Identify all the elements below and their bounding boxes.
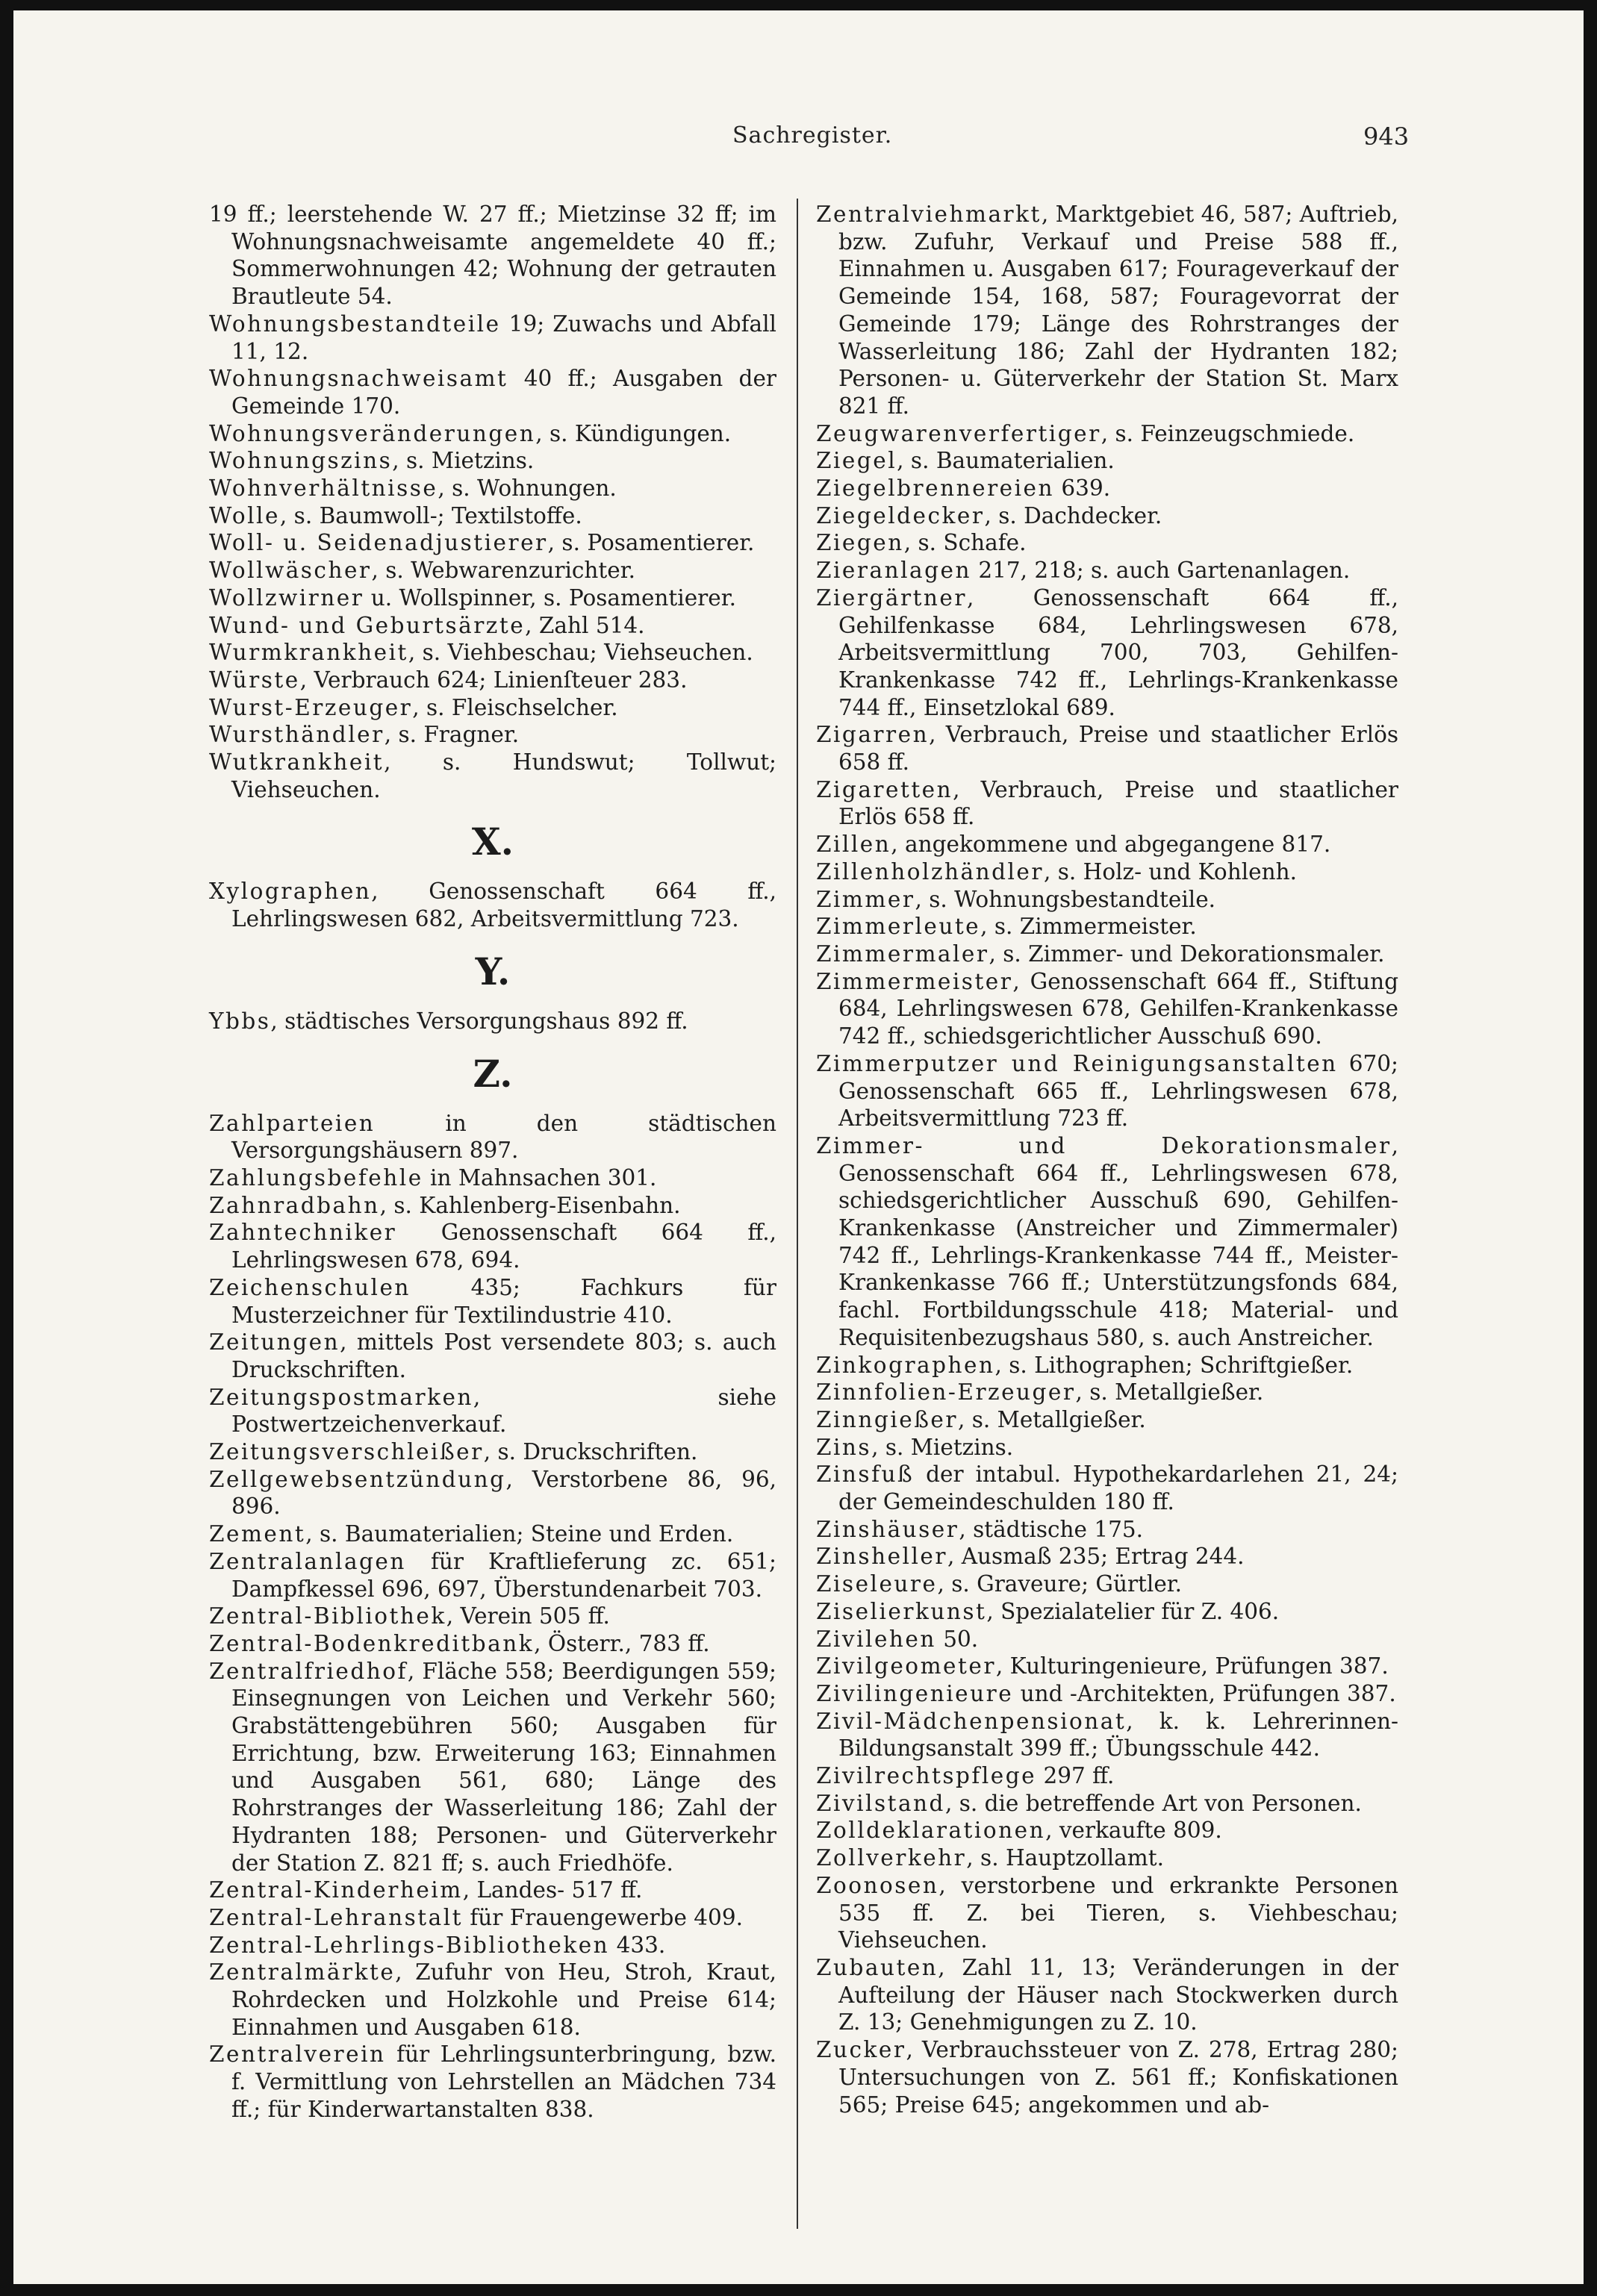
index-entry	[816, 1570, 1398, 1598]
index-references: , s. Metallgießer.	[957, 1406, 1146, 1432]
index-entry	[816, 1434, 1398, 1461]
index-entry	[209, 529, 776, 557]
index-term: Würste	[209, 667, 300, 693]
index-entry	[209, 1466, 776, 1520]
index-term: Wohnungsveränderungen	[209, 420, 536, 446]
index-term: Zeitungspostmarken	[209, 1384, 473, 1410]
index-entry	[209, 2041, 776, 2123]
index-term: Zimmer	[816, 886, 915, 912]
index-term: Zinngießer	[816, 1406, 958, 1432]
index-references: 19; Zuwachs und Abfall 11, 12.	[231, 311, 776, 364]
index-entry	[816, 1050, 1398, 1132]
index-references: , städtische 175.	[959, 1516, 1144, 1542]
index-term: Zimmermeister	[816, 968, 1013, 994]
index-term: Zillenholzhändler	[816, 858, 1044, 885]
index-term: Zentral-Lehrlings-Bibliotheken	[209, 1932, 610, 1958]
index-references: , Genossenschaft 664 ff., Gehilfenkasse 684, Lehrlingswesen 678, Arbeitsvermittlung 700, 703, Gehilfen-Krankenkasse 742 ff., Lehrlings-Krankenkasse 744 ff., Einsetzlokal 689.	[838, 584, 1398, 720]
index-term: Zivilrechtspflege	[816, 1763, 1037, 1789]
index-references: , städtisches Versorgungshaus 892 ff.	[270, 1008, 688, 1034]
index-entry	[816, 1844, 1398, 1872]
index-term: Zolldeklarationen	[816, 1818, 1046, 1844]
section-letter-z: Z.	[473, 1051, 513, 1096]
entries-x	[209, 878, 776, 932]
index-term: Zeugwarenverfertiger	[816, 420, 1101, 446]
index-term: Zeitungsverschleißer	[209, 1439, 484, 1465]
index-references: 40 ff.; Ausgaben der Gemeinde 170.	[231, 366, 776, 419]
index-entry	[816, 1653, 1398, 1680]
index-entry	[816, 502, 1398, 530]
index-references: , Verbrauch, Preise und staatlicher Erlös 658 ff.	[838, 722, 1398, 776]
index-entry	[209, 1603, 776, 1630]
index-term: Zahntechniker	[209, 1220, 397, 1246]
index-entry	[209, 612, 776, 640]
right-column	[816, 201, 1398, 2118]
index-references: , s. Graveure; Gürtler.	[937, 1571, 1183, 1597]
index-references: , Genossenschaft 664 ff., Lehrlingswesen 678, schiedsgerichtlicher Ausschuß 690, Gehilfen-Krankenkasse (Anstreicher und Zimmermaler) 742 ff., Lehrlings-Krankenkasse 744 ff., Meister-Krankenkasse 766 ff.; Unterstützungsfonds 684, fachl. Fortbildungsschule 418; Material- und Requisitenbezugshaus 580, s. auch Anstreicher.	[838, 1132, 1398, 1350]
index-entry	[816, 1352, 1398, 1379]
index-references: 670; Genossenschaft 665 ff., Lehrlingswesen 678, Arbeitsvermittlung 723 ff.	[838, 1050, 1398, 1132]
index-term: Zoonosen	[816, 1872, 939, 1898]
index-references: , Verbrauch, Preise und staatlicher Erlös 658 ff.	[838, 776, 1398, 830]
index-references: , Ausmaß 235; Ertrag 244.	[947, 1544, 1245, 1570]
index-term: Zeitungen	[209, 1329, 340, 1356]
index-references: , s. Mietzins.	[871, 1434, 1014, 1460]
index-term: Zinnfolien-Erzeuger	[816, 1379, 1076, 1406]
index-references: , Genossenschaft 664 ff., Stiftung 684, Lehrlingswesen 678, Gehilfen-Krankenkasse 742 ff., schiedsgerichtlicher Ausschuß 690.	[838, 968, 1398, 1049]
index-entry	[209, 1877, 776, 1904]
index-entry	[209, 475, 776, 502]
entries-z-continued	[816, 201, 1398, 2118]
index-term: Zivilehen	[816, 1626, 936, 1652]
index-entry	[209, 447, 776, 475]
index-term: Wollzwirner	[209, 584, 364, 611]
index-term: Zeichenschulen	[209, 1274, 411, 1300]
index-references: , Verbrauchssteuer von Z. 278, Ertrag 280; Untersuchungen von Z. 561 ff.; Konfiskationen 565; Preise 645; angekommen und ab-	[838, 2037, 1398, 2118]
index-term: Zivilingenieure	[816, 1680, 1014, 1706]
index-term: Zieranlagen	[816, 558, 971, 584]
index-entry	[816, 1790, 1398, 1818]
index-term: Ziseleure	[816, 1571, 938, 1597]
index-entry	[816, 776, 1398, 831]
index-references: , verstorbene und erkrankte Personen 535 ff. Z. bei Tieren, s. Viehbeschau; Viehseuchen.	[838, 1872, 1398, 1953]
index-term: Zentralverein	[209, 2041, 386, 2068]
index-entry	[209, 639, 776, 667]
index-term: Zentralviehmarkt	[816, 202, 1042, 227]
index-term: Zinkographen	[816, 1352, 995, 1378]
index-entry	[209, 1192, 776, 1220]
index-term: Zahlungsbefehle	[209, 1164, 423, 1191]
index-references: , s. Lithographen; Schriftgießer.	[994, 1352, 1354, 1378]
index-references: , s. Baumaterialien.	[897, 448, 1115, 474]
index-references: , s. Dachdecker.	[984, 502, 1162, 528]
index-entry	[209, 1520, 776, 1548]
index-entry	[816, 1762, 1398, 1790]
index-references: , s. Fragner.	[384, 722, 520, 748]
index-references: , Zahl 11, 13; Veränderungen in der Aufteilung der Häuser nach Stockwerken durch Z. 13; Genehmigungen zu Z. 10.	[838, 1955, 1398, 2035]
index-references: , k. k. Lehrerinnen-Bildungsanstalt 399 ff.; Übungsschule 442.	[838, 1708, 1398, 1762]
index-entry	[816, 529, 1398, 557]
index-entry	[816, 1516, 1398, 1544]
index-references: , Verein 505 ff.	[446, 1603, 610, 1629]
left-column	[209, 201, 776, 2124]
entries-z	[209, 1110, 776, 2124]
index-entry	[209, 721, 776, 749]
index-references: , s. Metallgießer.	[1075, 1379, 1264, 1406]
index-references: u. Wollspinner, s. Posamentierer.	[364, 584, 736, 611]
index-entry	[209, 1904, 776, 1932]
index-term: Wund- und Geburtsärzte	[209, 612, 526, 638]
index-term: Wohnungsnachweisamt	[209, 366, 508, 392]
index-references: in den städtischen Versorgungshäusern 897.	[231, 1110, 776, 1164]
index-entry	[209, 1110, 776, 1164]
entries-w	[209, 201, 776, 803]
index-entry	[816, 1543, 1398, 1570]
index-term: Zentralmärkte	[209, 1959, 396, 1985]
index-references: 217, 218; s. auch Gartenanlagen.	[971, 558, 1351, 584]
index-term: Zigaretten	[816, 776, 953, 802]
index-references: , Verbrauch 624; Linienſteuer 283.	[299, 667, 688, 693]
index-term: Ziegelbrennereien	[816, 475, 1055, 502]
index-references: , mittels Post versendete 803; s. auch Druckschriften.	[231, 1329, 776, 1382]
index-references: in Mahnsachen 301.	[423, 1164, 657, 1191]
index-term: Zivilgeometer	[816, 1653, 996, 1679]
index-references: , s. Holz- und Kohlenh.	[1043, 858, 1297, 885]
index-term: Zentral-Kinderheim	[209, 1877, 463, 1903]
index-references: , s. die betreffende Art von Personen.	[944, 1790, 1362, 1816]
index-entry	[209, 1274, 776, 1329]
index-term: Ziegen	[816, 530, 904, 556]
index-references: , Fläche 558; Beerdigungen 559; Einsegnungen von Leichen und Verkehr 560; Grabstättengebühren 560; Ausgaben für Errichtung, bzw. Erweiterung 163; Einnahmen und Ausgaben 561, 680; Länge des Rohrstranges der Wasserleitung 186; Zahl der Hydranten 188; Personen- und Güterverkehr der Station Z. 821 ff; s. auch Friedhöfe.	[231, 1658, 776, 1876]
index-references: , Genossenschaft 664 ff., Lehrlingswesen 682, Arbeitsvermittlung 723.	[231, 879, 776, 932]
index-term: Ziergärtner	[816, 584, 967, 611]
index-references: , siehe Postwertzeichenverkauf.	[231, 1384, 776, 1438]
index-term: Ybbs	[209, 1008, 271, 1034]
index-term: Woll- u. Seidenadjustierer	[209, 530, 548, 556]
running-title: Sachregister.	[732, 122, 893, 149]
index-term: Wurmkrankheit	[209, 640, 408, 666]
index-term: Wohnungsbestandteile	[209, 311, 501, 337]
index-references: , Zufuhr von Heu, Stroh, Kraut, Rohrdecken und Holzkohle und Preise 614; Einnahmen und Ausgaben 618.	[231, 1959, 776, 2040]
index-entry	[816, 1817, 1398, 1844]
index-term: Zentral-Bodenkreditbank	[209, 1630, 535, 1656]
index-entry	[816, 831, 1398, 858]
index-entry	[816, 420, 1398, 448]
index-references: , s. Hundswut; Tollwut; Viehseuchen.	[231, 749, 776, 802]
index-entry	[816, 584, 1398, 722]
index-entry	[816, 1680, 1398, 1708]
index-entry	[816, 1626, 1398, 1653]
index-term: Wollwäscher	[209, 558, 372, 584]
index-term: Ziselierkunst	[816, 1598, 987, 1624]
index-entry	[816, 475, 1398, 502]
index-term: Wohnungszins	[209, 448, 393, 474]
page	[13, 10, 1584, 2284]
index-references: 297 ff.	[1036, 1763, 1115, 1789]
index-references: , s. Fleischselcher.	[412, 694, 618, 720]
index-entry	[816, 1461, 1398, 1515]
index-entry	[816, 886, 1398, 914]
index-entry	[209, 878, 776, 932]
index-references: , verkaufte 809.	[1045, 1818, 1222, 1844]
index-entry	[209, 1164, 776, 1192]
index-entry	[816, 1132, 1398, 1352]
entries-y	[209, 1008, 776, 1035]
index-entry	[816, 2036, 1398, 2118]
index-references: , Landes- 517 ff.	[462, 1877, 643, 1903]
index-term: Zement	[209, 1521, 306, 1547]
index-term: Ziegel	[816, 448, 897, 474]
index-references: , s. Hauptzollamt.	[966, 1845, 1164, 1871]
section-letter-y: Y.	[475, 949, 511, 993]
index-entry	[816, 201, 1398, 420]
index-references: , Verstorbene 86, 96, 896.	[231, 1466, 776, 1520]
index-references: 639.	[1054, 475, 1111, 502]
page-number: 943	[1363, 122, 1410, 151]
index-term: Wolle	[209, 502, 280, 528]
index-references: , Österr., 783 ff.	[534, 1630, 710, 1656]
index-references: , Spezialatelier für Z. 406.	[986, 1598, 1280, 1624]
index-term: Zentralanlagen	[209, 1548, 406, 1574]
index-references: und -Architekten, Prüfungen 387.	[1013, 1680, 1396, 1706]
index-references: 19 ff.; leerstehende W. 27 ff.; Mietzinse 32 ff; im Wohnungsnachweisamte angemeldete 40 ff.; Sommerwohnungen 42; Wohnung der getrauten Brautleute 54.	[209, 202, 776, 310]
index-entry	[209, 694, 776, 722]
index-entry	[209, 365, 776, 419]
index-entry	[209, 1630, 776, 1658]
index-entry	[816, 1872, 1398, 1954]
index-term: Zinshäuser	[816, 1516, 959, 1542]
column-divider	[797, 199, 798, 2229]
index-entry	[816, 1708, 1398, 1762]
index-entry	[209, 420, 776, 448]
index-references: , s. Druckschriften.	[483, 1439, 698, 1465]
index-term: Zollverkehr	[816, 1845, 967, 1871]
index-references: , angekommene und abgegangene 817.	[891, 832, 1331, 858]
index-term: Zigarren	[816, 722, 930, 748]
page-header	[13, 122, 1584, 152]
index-term: Zivil-Mädchenpensionat	[816, 1708, 1127, 1734]
index-term: Wutkrankheit	[209, 749, 385, 776]
index-term: Zivilstand	[816, 1790, 945, 1816]
index-term: Xylographen	[209, 879, 372, 905]
index-entry	[816, 447, 1398, 475]
index-entry	[816, 940, 1398, 968]
index-references: , Zahl 514.	[525, 612, 645, 638]
index-entry	[816, 1954, 1398, 2036]
index-term: Zimmer- und Dekorationsmaler	[816, 1132, 1392, 1158]
index-entry	[816, 1406, 1398, 1434]
index-references: der intabul. Hypothekardarlehen 21, 24; der Gemeindeschulden 180 ff.	[838, 1461, 1398, 1515]
index-term: Wursthändler	[209, 722, 385, 748]
index-entry	[209, 1959, 776, 2041]
index-term: Zillen	[816, 832, 891, 858]
index-entry	[209, 1932, 776, 1959]
index-references: , Marktgebiet 46, 587; Auftrieb, bzw. Zufuhr, Verkauf und Preise 588 ff., Einnahmen u. Ausgaben 617; Fourageverkauf der Gemeinde 154, 168, 587; Fouragevorrat der Gemeinde 179; Länge des Rohrstranges der Wasserleitung 186; Zahl der Hydranten 182; Personen- u. Güterverkehr der Station St. Marx 821 ff.	[838, 202, 1398, 419]
index-references: , s. Zimmer- und Dekorationsmaler.	[989, 940, 1385, 967]
index-entry	[209, 1329, 776, 1383]
index-references: 435; Fachkurs für Musterzeichner für Textilindustrie 410.	[231, 1274, 776, 1328]
index-term: Zins	[816, 1434, 872, 1460]
index-entry	[209, 201, 776, 311]
index-references: , s. Kahlenberg-Eisenbahn.	[379, 1192, 681, 1218]
index-references: für Kraftlieferung zc. 651; Dampfkessel 696, 697, Überstundenarbeit 703.	[231, 1548, 776, 1602]
index-entry	[209, 1548, 776, 1603]
index-references: , s. Schafe.	[903, 530, 1027, 556]
section-letter-x: X.	[471, 820, 514, 864]
index-term: Zinsheller	[816, 1544, 947, 1570]
index-entry	[209, 557, 776, 584]
index-references: 433.	[609, 1932, 666, 1958]
index-term: Wurst-Erzeuger	[209, 694, 413, 720]
index-references: , s. Kündigungen.	[535, 420, 732, 446]
index-entry	[209, 311, 776, 365]
index-references: , s. Viehbeschau; Viehseuchen.	[408, 640, 753, 666]
index-term: Ziegeldecker	[816, 502, 985, 528]
index-term: Zentral-Bibliothek	[209, 1603, 446, 1629]
index-entry	[209, 1658, 776, 1877]
index-entry	[816, 1598, 1398, 1626]
index-references: , Kulturingenieure, Prüfungen 387.	[995, 1653, 1389, 1679]
index-entry	[209, 749, 776, 803]
index-term: Zentral-Lehranstalt	[209, 1904, 464, 1930]
index-entry	[209, 1219, 776, 1273]
index-references: , s. Feinzeugschmiede.	[1101, 420, 1355, 446]
index-entry	[209, 584, 776, 612]
index-entry	[209, 1438, 776, 1466]
index-entry	[816, 913, 1398, 940]
index-references: , s. Zimmermeister.	[980, 914, 1197, 940]
index-references: , s. Baumaterialien; Steine und Erden.	[305, 1521, 734, 1547]
index-term: Zinsfuß	[816, 1461, 915, 1488]
index-entry	[816, 557, 1398, 584]
index-references: , s. Mietzins.	[392, 448, 535, 474]
index-term: Zucker	[816, 2037, 906, 2063]
index-references: , s. Baumwoll-; Textilstoffe.	[279, 502, 582, 528]
index-term: Zimmerputzer und Reinigungsanstalten	[816, 1050, 1338, 1076]
index-entry	[816, 968, 1398, 1050]
index-term: Zentralfriedhof	[209, 1658, 408, 1684]
index-term: Zellgewebsentzündung	[209, 1466, 506, 1492]
index-references: , s. Wohnungen.	[438, 475, 617, 502]
index-entry	[209, 1384, 776, 1438]
index-entry	[816, 1379, 1398, 1406]
index-references: für Frauengewerbe 409.	[463, 1904, 743, 1930]
index-entry	[209, 502, 776, 530]
index-term: Zimmerleute	[816, 914, 981, 940]
index-references: für Lehrlingsunterbringung, bzw. f. Vermittlung von Lehrstellen an Mädchen 734 ff.; für Kinderwartanstalten 838.	[231, 2041, 776, 2122]
index-entry	[209, 667, 776, 694]
index-entry	[209, 1008, 776, 1035]
index-term: Zahnradbahn	[209, 1192, 380, 1218]
index-term: Zimmermaler	[816, 940, 989, 967]
index-references: 50.	[936, 1626, 979, 1652]
index-term: Wohnverhältnisse	[209, 475, 438, 502]
index-term: Zahlparteien	[209, 1110, 376, 1136]
index-term: Zubauten	[816, 1955, 938, 1980]
index-entry	[816, 721, 1398, 776]
index-entry	[816, 858, 1398, 886]
index-references: Genossenschaft 664 ff., Lehrlingswesen 678, 694.	[231, 1220, 776, 1273]
index-references: , s. Wohnungsbestandteile.	[915, 886, 1216, 912]
index-references: , s. Webwarenzurichter.	[371, 558, 635, 584]
index-references: , s. Posamentierer.	[547, 530, 755, 556]
